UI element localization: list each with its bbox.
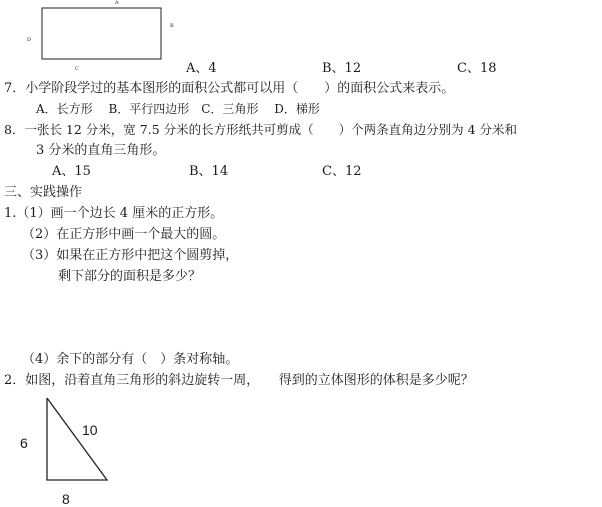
rect-label-b: B [170,23,174,29]
p1-step3a: （3）如果在正方形中把这个圆剪掉， [22,248,239,263]
triangle-height-label: 6 [20,435,28,451]
q8-option-b: B、14 [189,164,229,179]
rectangle-figure [42,8,161,59]
q6-option-c: C、18 [457,61,497,76]
p1-step2: （2）在正方形中画一个最大的圆。 [22,227,226,242]
rect-label-a: A [115,0,119,6]
right-triangle-figure [47,398,107,480]
rect-label-d: D [27,37,32,43]
q8-option-c: C、12 [322,164,362,179]
p1-step4: （4）余下的部分有（ ）条对称轴。 [22,352,239,367]
p1-step3b: 剩下部分的面积是多少？ [58,269,202,284]
q8-option-a: A、15 [52,164,91,179]
q7-options: A．长方形 B．平行四边形 C．三角形 D．梯形 [36,102,320,116]
p1-step1: 1.（1）画一个边长 4 厘米的正方形。 [4,206,224,221]
q7-question: 7．小学阶段学过的基本图形的面积公式都可以用（ ）的面积公式来表示。 [4,81,455,96]
q6-option-a: A、4 [186,61,217,76]
rect-label-c: C [75,66,79,72]
section-title: 三、实践操作 [4,185,83,200]
q8-question-line2: 3 分米的直角三角形。 [36,143,166,158]
triangle-base-label: 8 [62,491,70,507]
triangle-hypotenuse-label: 10 [82,422,98,438]
q8-question-line1: 8．一张长 12 分米，宽 7.5 分米的长方形纸共可剪成（ ）个两条直角边分别为 4 分米和 [4,122,518,137]
p2-question: 2．如图，沿着直角三角形的斜边旋转一周， 得到的立体图形的体积是多少呢？ [4,373,474,388]
q6-option-b: B、12 [322,61,362,76]
